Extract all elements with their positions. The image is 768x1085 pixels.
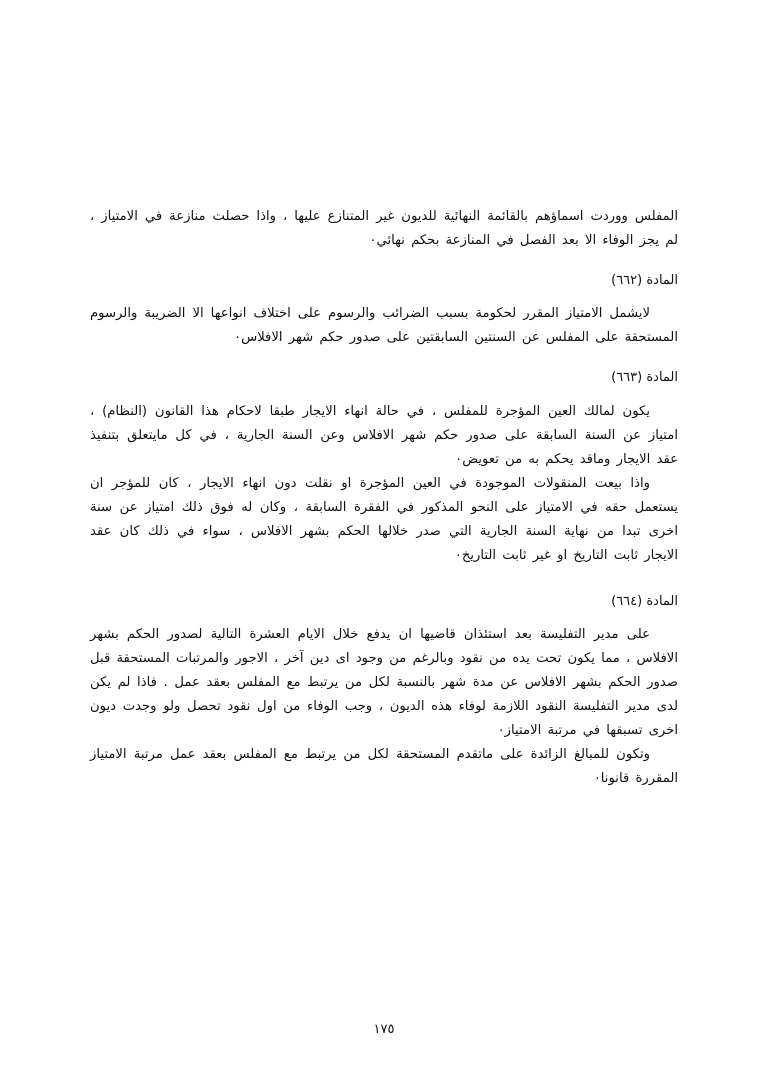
paragraph-text: على مدير التفليسة بعد استئذان قاضيها ان يدفع خلال الايام العشرة التالية لصدور الحكم بشهر الافلاس ، مما يكون تحت يده من نقود وبالرغم من وجود اى دين آخر ، الاجور والمرتبات المستحقة قبل صدور الحكم بشهر الافلاس عن مدة شهر بالنسبة لكل من يرتبط مع المفلس بعقد عمل . فاذا لم يكن لدى مدير التفليسة النقود اللازمة لوفاء هذه الديون ، وجب الوفاء من اول نقود تحصل ولو وجدت ديون اخرى تسبقها في مرتبة الامتياز٠: [90, 627, 678, 739]
article-heading-663: [90, 366, 678, 389]
paragraph-block-5: [90, 472, 678, 568]
page-number: ١٧٥: [373, 1022, 395, 1037]
paragraph-text: يكون لمالك العين المؤجرة للمفلس ، في حالة انهاء الايجار طبقا لاحكام هذا القانون (النظام) ، امتياز عن السنة السابقة على صدور حكم شهر الافلاس وعن السنة الجارية ، في كل مايتعلق بتنفيذ عقد الايجار وماقد يحكم به من تعويض٠: [90, 403, 678, 467]
article-heading-text: المادة (٦٦٤): [611, 593, 678, 609]
paragraph-block-7: [90, 623, 678, 743]
block-spacer: [90, 292, 678, 302]
block-spacer: [90, 350, 678, 366]
paragraph-block-8: [90, 743, 678, 791]
block-spacer: [90, 390, 678, 400]
block-spacer: [90, 253, 678, 269]
paragraph-text: لايشمل الامتياز المقرر لحكومة بسبب الضرائب والرسوم على اختلاف انواعها الا الضريبة والرسوم المستحقة على المفلس عن السنتين السابقتين على صدور حكم شهر الافلاس٠: [90, 306, 678, 346]
block-spacer: [90, 613, 678, 623]
paragraph-text: وتكون للمبالغ الزائدة على ماتقدم المستحقة لكل من يرتبط مع المفلس بعقد عمل مرتبة الامتياز المقررة قانونا٠: [90, 747, 678, 787]
article-heading-662: [90, 269, 678, 292]
block-spacer: [90, 568, 678, 590]
article-heading-664: [90, 590, 678, 613]
paragraph-block-2: [90, 302, 678, 350]
document-body: [90, 205, 678, 791]
paragraph-text: المفلس ووردت اسماؤهم بالقائمة النهائية للديون غير المتنازع عليها ، واذا حصلت منازعة في الامتياز ، لم يجز الوفاء الا بعد الفصل في المنازعة بحكم نهائي٠: [90, 209, 678, 249]
article-heading-text: المادة (٦٦٢): [611, 273, 678, 289]
paragraph-block-0: [90, 205, 678, 253]
article-heading-text: المادة (٦٦٣): [611, 370, 678, 386]
paragraph-text: واذا بيعت المنقولات الموجودة في العين المؤجرة او نقلت دون انهاء الايجار ، كان للمؤجر ان يستعمل حقه في الامتياز على النحو المذكور في الفقرة السابقة ، وكان له فوق ذلك امتياز عن سنة اخرى تبدا من نهاية السنة الجارية التي صدر خلالها الحكم بشهر الافلاس ، سواء في ذلك كان عقد الايجار ثابت التاريخ او غير ثابت التاريخ٠: [90, 475, 678, 563]
paragraph-block-4: [90, 400, 678, 472]
